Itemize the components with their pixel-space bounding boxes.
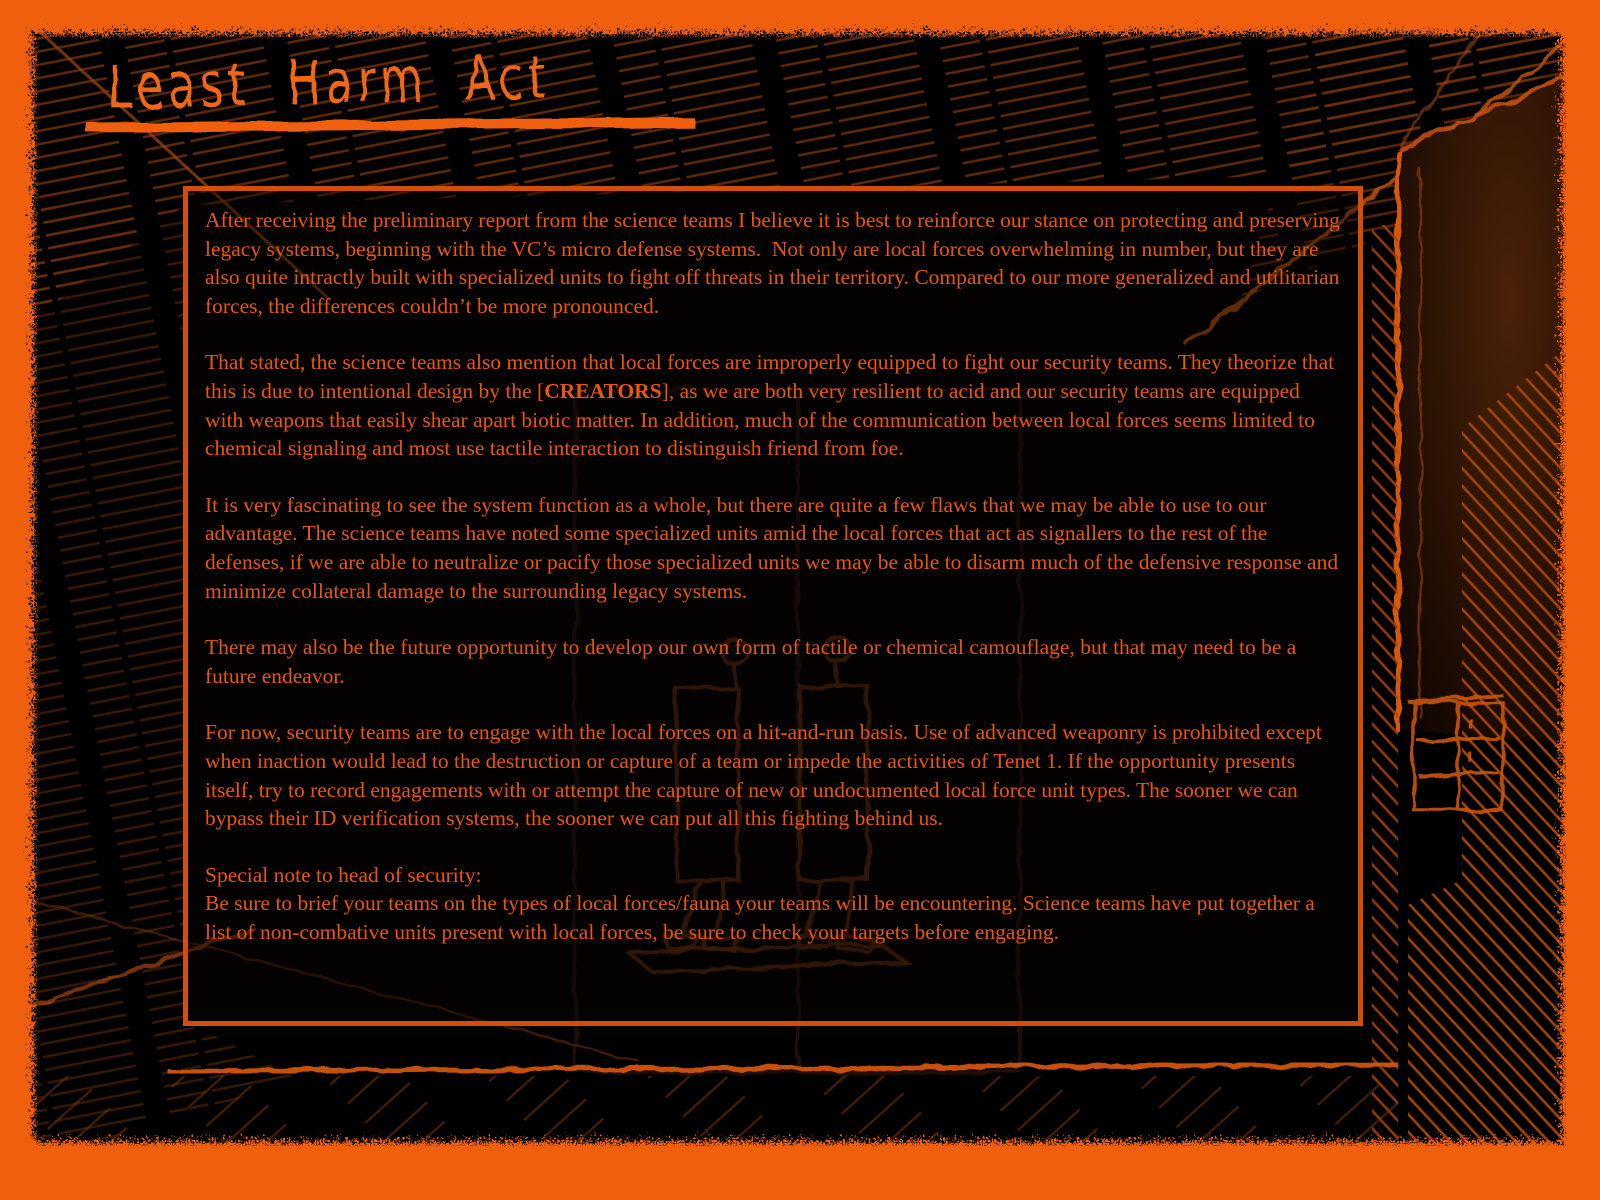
paragraph-engagement-rules: For now, security teams are to engage with the local forces on a hit-and-run basis. Use of advanced weaponry is prohibited except when inaction would lead to the destruction or capture of a team or impede the activities of Tenet 1. If the opportunity presents itself, try to record engagements with or attempt the capture of new or undocumented local force unit types. The sooner we can bypass their ID verification systems, the sooner we can put all this fighting behind us. [205, 720, 1328, 831]
creators-bold-text: CREATORS [544, 378, 662, 403]
special-note-body: Be sure to brief your teams on the types of local forces/fauna your teams will be encountering. Science teams have put together a list of non-combative units present with local forces, be sure to check your targets before engaging. [205, 891, 1321, 944]
title-block [78, 34, 758, 174]
paragraph-special-note [205, 861, 1341, 947]
paragraph-report-intro: After receiving the preliminary report from the science teams I believe it is best to reinforce our stance on protecting and preserving legacy systems, beginning with the VC’s micro defense systems. Not only are local forces overwhelming in number, but they are also quite intractly built with specialized units to fight off threats in their territory. Compared to our more generalized and utilitarian forces, the differences couldn’t be more pronounced. [205, 208, 1346, 318]
special-note-heading: Special note to head of security: [205, 862, 482, 887]
paragraph-camouflage: There may also be the future opportunity to develop our own form of tactile or chemical camouflage, but that may need to be a future endeavor. [205, 635, 1302, 688]
paragraph-segment: ], as we are both very resilient to acid and our security teams are equipped with weapons that easily shear apart biotic matter. In addition, much of the communication between local forces seems limited to chemical signaling and most use tactile interaction to distinguish friend from foe. [205, 378, 1321, 461]
page-title: Least Harm Act [107, 41, 552, 124]
paragraph-system-flaws: It is very fascinating to see the system function as a whole, but there are quite a few flaws that we may be able to use to our advantage. The science teams have noted some specialized units amid the local forces that act as signallers to the rest of the defenses, if we are able to neutralize or pacify those specialized units we may be able to disarm much of the defensive response and minimize collateral damage to the surrounding legacy systems. [205, 492, 1344, 603]
paragraph-creators-design [205, 348, 1341, 462]
paragraph-segment: That stated, the science teams also mention that local forces are improperly equipped to fight our security teams. They theorize that this is due to intentional design by the [ [205, 350, 1340, 403]
document-panel [183, 186, 1363, 1026]
